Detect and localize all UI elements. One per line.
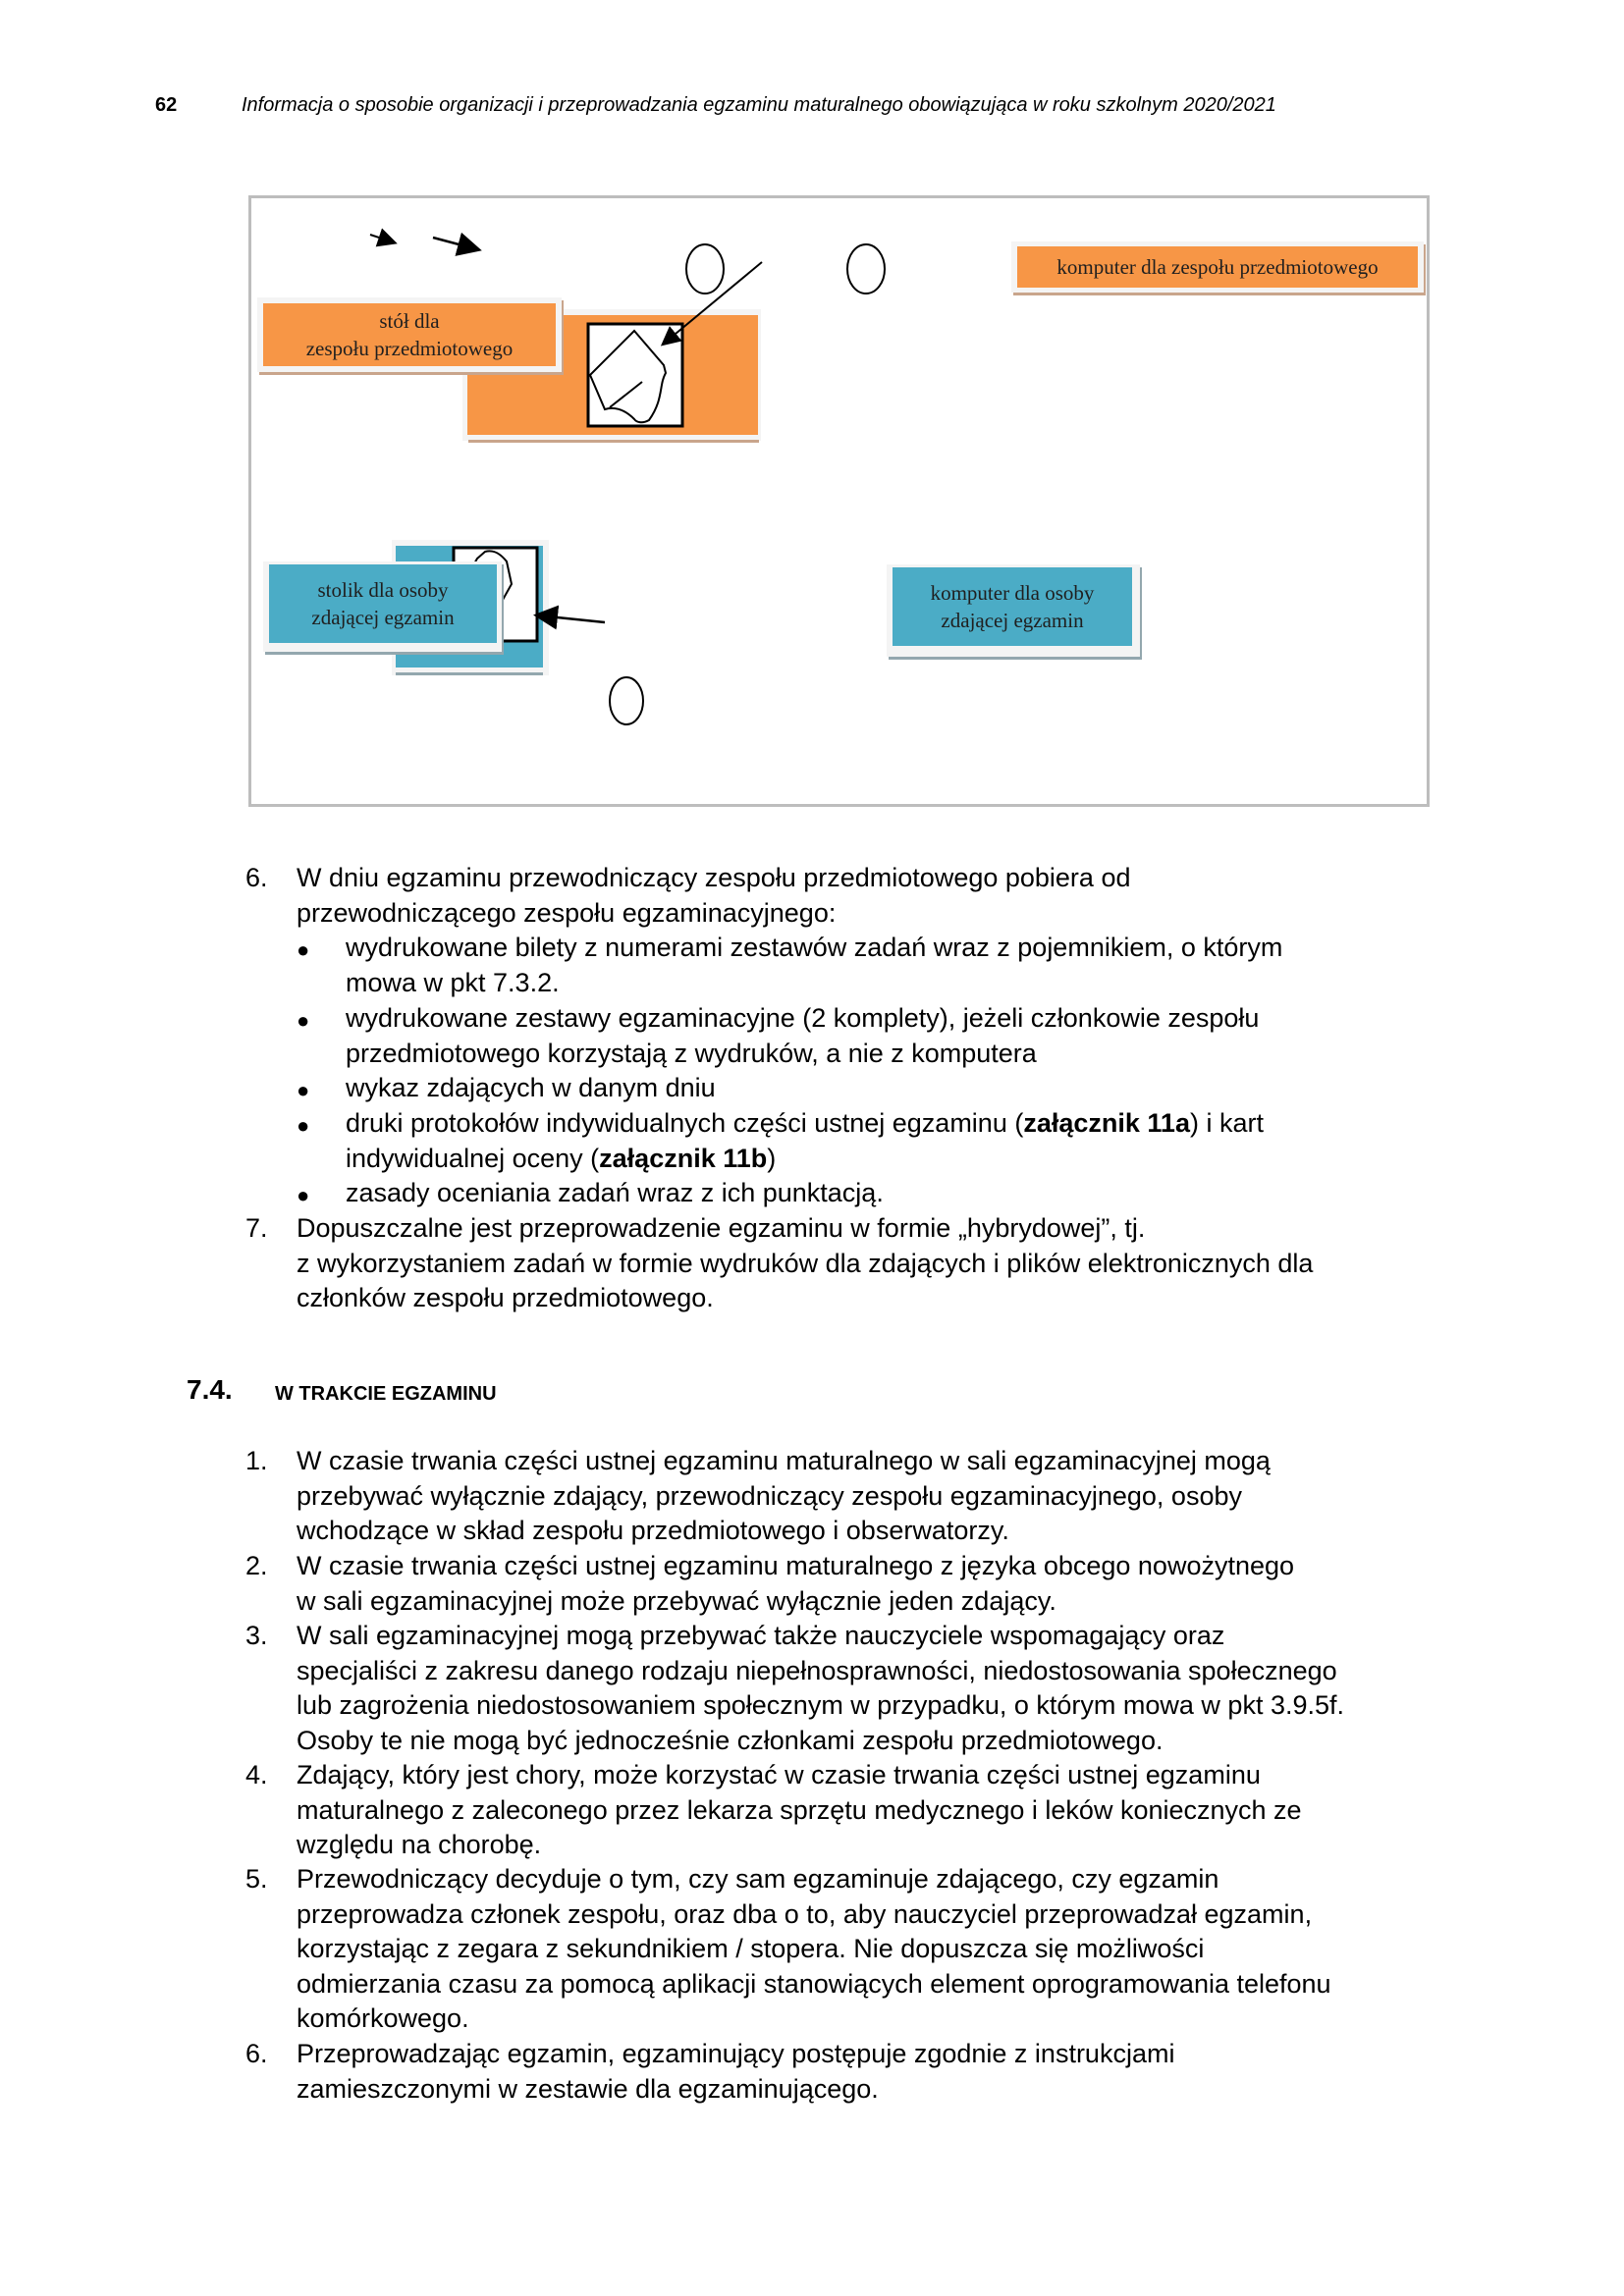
student-table-label: stolik dla osoby zdającej egzamin (269, 564, 497, 643)
team-computer-label: komputer dla zespołu przedmiotowego (1017, 246, 1418, 288)
page-number: 62 (155, 94, 178, 116)
bullet-icon: ● (297, 1008, 310, 1033)
bullet-icon: ● (297, 1183, 310, 1207)
chair-icon (610, 677, 643, 724)
annex-reference: załącznik 11a (1023, 1108, 1190, 1138)
chair-icon (686, 244, 724, 294)
annex-reference: załącznik 11b (599, 1143, 768, 1173)
student-computer-label: komputer dla osoby zdającej egzamin (893, 567, 1132, 646)
team-table-label: stół dla zespołu przedmiotowego (263, 303, 556, 366)
bullet-icon: ● (297, 1113, 310, 1138)
bullet-icon: ● (297, 937, 310, 962)
chair-icon (847, 244, 885, 294)
bullet-icon: ● (297, 1078, 310, 1102)
running-title: Informacja o sposobie organizacji i przeprowadzania egzaminu maturalnego obowiązująca w roku szkolnym 2020/2021 (242, 94, 1276, 116)
